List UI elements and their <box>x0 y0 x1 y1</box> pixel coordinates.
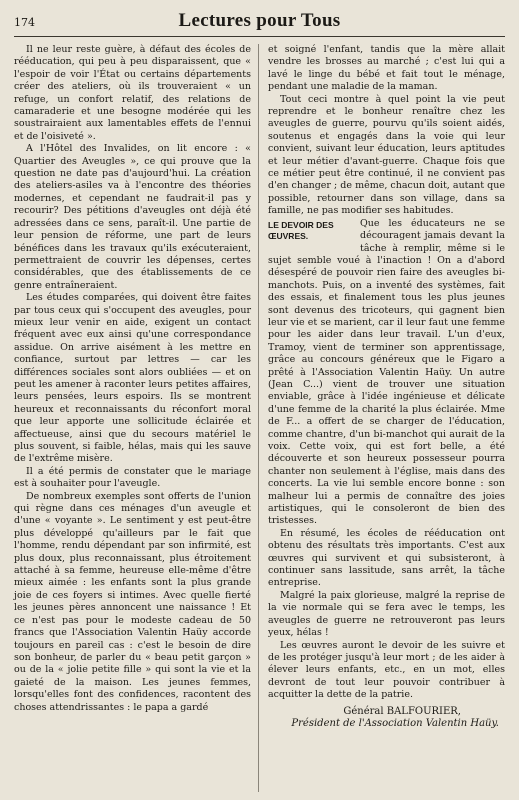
left-column <box>14 44 251 714</box>
paragraph: De nombreux exemples sont offerts de l'union qui règne dans ces ménages d'un aveugle et d'une « voyante ». Le sentiment y est peut-être plus développé qu'ailleurs par le fait que l'homme, rendu dépendant par son infirmité, est plus doux, plus reconnaissant, plus étroitement attaché à sa femme, heureuse elle-même d'être mieux aimée : les enfants sont la plus grande joie de ces foyers si intimes. Avec quelle fierté les jeunes pères annoncent une naissance ! Et ce n'est pas pour le modeste cadeau de 50 francs que l'Association Valentin Haüy accorde toujours en pareil cas : c'est le besoin de dire son bonheur, de parler du « beau petit garçon » ou de la « jolie petite fille » qui sont la vie et la gaieté de la maison. Les jeunes femmes, lorsqu'elles font des confidences, racontent des choses attendrissantes : le papa a gardé <box>14 490 251 713</box>
section-text: Que les éducateurs ne se découragent jamais devant la tâche à remplir, même si le sujet semble voué à l'inaction ! On a d'abord désespéré de pouvoir rien faire des aveugles bi-manchots. Puis, on a inventé des systèmes, fait des essais, et finalement tous les plus jeunes sont devenus des tricoteurs, qui gagnent bien leur vie et se marient, car il leur faut une femme pour les aider dans leur travail. L'un d'eux, Tramoy, vient de terminer son apprentissage, grâce au concours généreux que le Figaro a prêté à l'Association Valentin Haüy. Un autre (Jean C...) vient de trouver une situation enviable, grâce à l'idée ingénieuse et délicate d'une femme de la charité la plus éclairée. Mme de F... a offert de se charger de l'éducation, comme chantre, d'un bi-manchot qui aurait de la voix. Cette voix, qui est fort belle, a été découverte et son heureux possesseur pourra chanter non seulement à l'église, mais dans des concerts. La vie lui semble encore bonne : son malheur lui a permis de connaître des joies artistiques, qui le consoleront de bien des tristesses. <box>268 217 505 527</box>
paragraph: A l'Hôtel des Invalides, on lit encore : « Quartier des Aveugles », ce qui prouve que la question ne date pas d'aujourd'hui. La création des ateliers-asiles va à l'encontre des théories modernes, et cependant ne faudrait-il pas y recourir? Des pétitions d'aveugles ont déjà été adressées dans ce sens, paraît-il. Une partie de leur pension de réforme, une part de leurs bénéfices dans les travaux qu'ils exécuteraient, permettraient de couvrir les dépenses, certes considérables, que des établissements de ce genre entraîneraient. <box>14 143 251 291</box>
signature-name: Général BALFOURIER, <box>343 705 461 717</box>
running-header <box>14 10 505 37</box>
section-heading: LE DEVOIR DES ŒUVRES. <box>268 219 334 241</box>
paragraph: En résumé, les écoles de rééducation ont obtenu des résultats très importants. C'est aux œuvres qui survivent et qui subsisteront, à continuer sans lassitude, sans arrêt, la tâche entreprise. <box>268 527 505 589</box>
right-column <box>268 44 505 730</box>
running-title: Lectures pour Tous <box>178 10 341 31</box>
column-divider <box>258 44 259 792</box>
signature-title: Président de l'Association Valentin Haüy. <box>291 717 499 729</box>
paragraph: Les études comparées, qui doivent être faites par tous ceux qui s'occupent des aveugles, pour mieux leur venir en aide, exigent un contact fréquent avec eux ainsi qu'une correspondance assidue. On arrive aisément à les mettre en confiance, surtout par lettres — car les différences sociales sont alors oubliées — et on peut les amener à raconter leurs petites affaires, leurs pensées, leurs espoirs. Ils se montrent heureux et reconnaissants du réconfort moral que leur apporte une sollicitude éclairée et affectueuse, ainsi que du secours matériel le plus souvent, si faible, hélas, mais qui les sauve de l'extrême misère. <box>14 292 251 465</box>
paragraph: Tout ceci montre à quel point la vie peut reprendre et le bonheur renaître chez les aveugles de guerre, pourvu qu'ils soient aidés, soutenus et engagés dans la voie qui leur convient, suivant leur éducation, leurs aptitudes et leur métier d'avant-guerre. Chaque fois que ce métier peut être continué, il ne convient pas d'en changer ; de même, chacun doit, autant que possible, retourner dans son village, dans sa famille, ne pas modifier ses habitudes. <box>268 93 505 217</box>
page-number: 174 <box>14 16 35 29</box>
signature-block <box>268 706 505 731</box>
paragraph: Les œuvres auront le devoir de les suivre et de les protéger jusqu'à leur mort ; de les aider à élever leurs enfants, etc., en un mot, elles devront de tout leur pouvoir contribuer à acquitter la dette de la patrie. <box>268 639 505 701</box>
paragraph: Il ne leur reste guère, à défaut des écoles de rééducation, qui peu à peu disparaissent, que « l'espoir de voir l'État ou certains départements créer des ateliers, où ils trouveraient « un refuge, un confort relatif, des relations de camaraderie et une besogne modérée qui les soustrairaient aux lamentables effets de l'ennui et de l'oisiveté ». <box>14 44 251 142</box>
section-paragraph <box>268 218 505 528</box>
paragraph: et soigné l'enfant, tandis que la mère allait vendre les brosses au marché ; c'est lui qui a lavé le linge du bébé et fait tout le ménage, pendant une maladie de la maman. <box>268 44 505 93</box>
paragraph: Il a été permis de constater que le mariage est à souhaiter pour l'aveugle. <box>14 465 251 490</box>
paragraph: Malgré la paix glorieuse, malgré la reprise de la vie normale qui se fera avec le temps, les aveugles de guerre ne retrouveront pas leurs yeux, hélas ! <box>268 589 505 639</box>
